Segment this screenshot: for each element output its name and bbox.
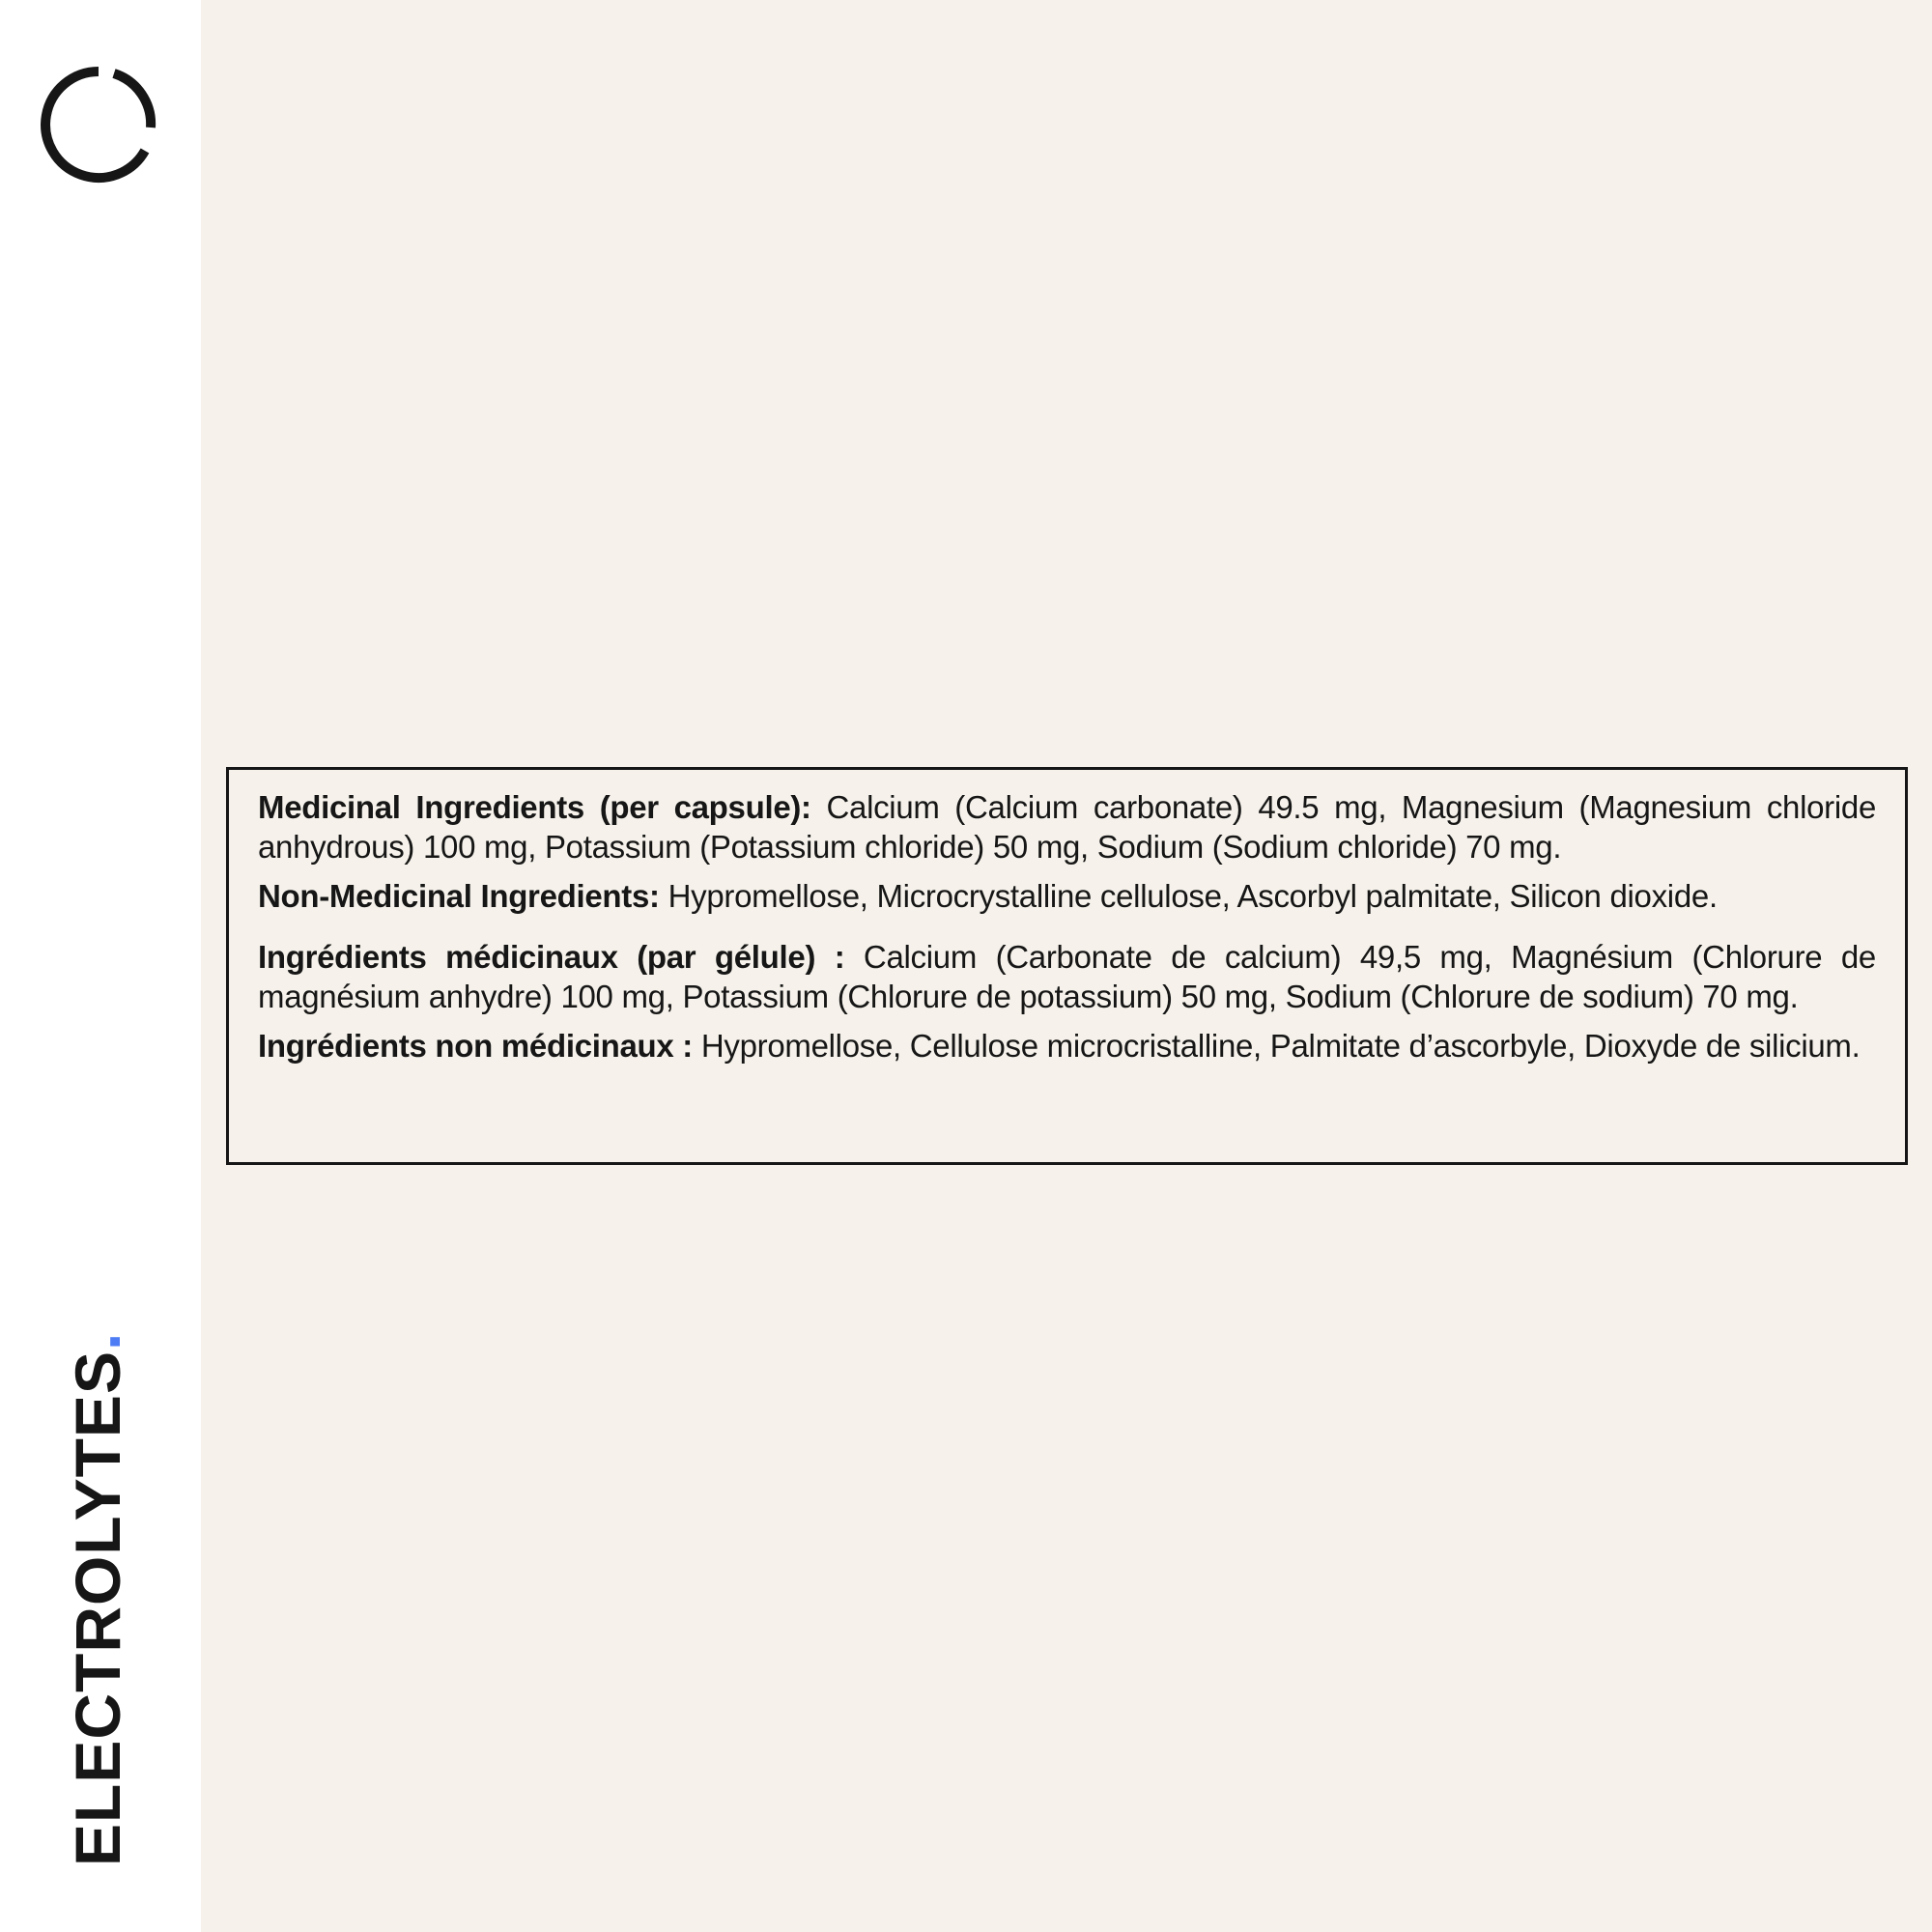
open-circle-logo-icon xyxy=(39,62,164,187)
english-medicinal-ingredients xyxy=(258,787,1876,867)
brand-dot: . xyxy=(62,1331,133,1351)
french-non-medicinal-label: Ingrédients non médicinaux : xyxy=(258,1028,693,1064)
french-medicinal-text: Calcium (Carbonate de calcium) 49,5 mg, Magnésium (Chlorure de magnésium anhydre) 100 mg, Potassium (Chlorure de potassium) 50 mg, Sodium (Chlorure de sodium) 70 mg. xyxy=(258,939,1876,1014)
english-non-medicinal-label: Non-Medicinal Ingredients: xyxy=(258,878,660,914)
brand-name: ELECTROLYTES xyxy=(62,1350,133,1866)
french-non-medicinal-ingredients xyxy=(258,1026,1876,1065)
french-non-medicinal-text: Hypromellose, Cellulose microcristalline, Palmitate d’ascorbyle, Dioxyde de silicium. xyxy=(693,1028,1861,1064)
english-medicinal-label: Medicinal Ingredients (per capsule): xyxy=(258,789,811,825)
english-medicinal-text: Calcium (Calcium carbonate) 49.5 mg, Magnesium (Magnesium chloride anhydrous) 100 mg, Potassium (Potassium chloride) 50 mg, Sodium (Sodium chloride) 70 mg. xyxy=(258,789,1876,865)
brand-wordmark-container xyxy=(64,1287,131,1866)
brand-wordmark xyxy=(64,1332,131,1866)
french-medicinal-label: Ingrédients médicinaux (par gélule) : xyxy=(258,939,845,975)
english-non-medicinal-ingredients xyxy=(258,876,1876,916)
french-medicinal-ingredients xyxy=(258,937,1876,1016)
left-sidebar xyxy=(0,0,201,1932)
english-non-medicinal-text: Hypromellose, Microcrystalline cellulose, Ascorbyl palmitate, Silicon dioxide. xyxy=(659,878,1718,914)
ingredients-panel xyxy=(226,767,1908,1165)
